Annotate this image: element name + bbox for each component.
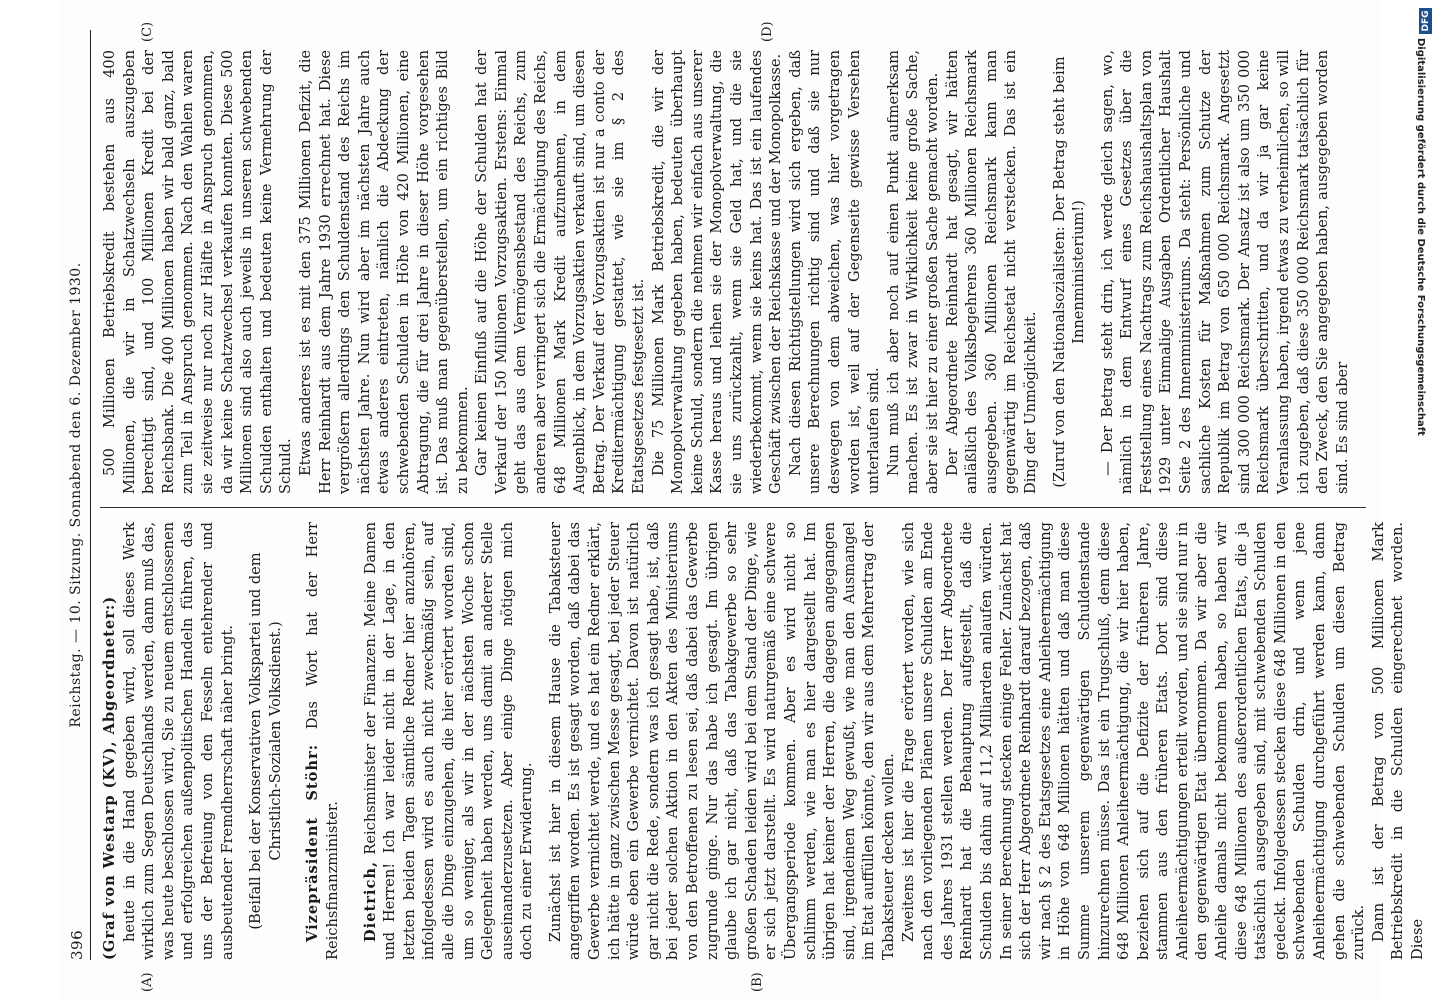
digitization-sidebar xyxy=(1415,0,1434,1000)
paragraph xyxy=(361,522,537,960)
speaker-name: (Graf von Westarp (KV), Abgeordneter:) xyxy=(101,595,118,960)
speaker-name: Dietrich, xyxy=(361,860,379,942)
paragraph-gap xyxy=(537,522,546,960)
margin-mark-b: (B) xyxy=(750,972,765,992)
paragraph-gap xyxy=(237,522,246,960)
header-title: Reichstag. — 10. Sitzung. Sonnabend den 6. Dezember 1930. xyxy=(68,262,84,728)
paragraph xyxy=(1098,50,1353,494)
margin-mark-a: (A) xyxy=(140,972,155,992)
paragraph-text: Nach diesen Richtigstellungen wird sich ergeben, daß unsere Berechnungen richtig sind und daß sie nur deswegen von dem abweichen, was hier vorgetragen worden ist, weil auf der Gegenseite gewisse Versehen unterlaufen sind. xyxy=(786,50,883,494)
paragraph-text: Die 75 Millionen Mark Betriebskredit, die wir der Monopolverwaltung gegeben haben, bedeuten überhaupt keine Schuld, sondern die nehmen wir einfach aus unserer Kasse heraus und leihen sie der Monopolverwaltung, die sie uns zurückzahlt, wenn sie Geld hat, und die sie wiederbekommt, wenn sie keins hat. Das ist ein laufendes Geschäft zwischen der Reichskasse und der Monopolkasse. xyxy=(649,50,785,494)
column-divider xyxy=(100,507,1366,508)
paragraph-text: Zunächst ist hier in diesem Hause die Tabaksteuer angegriffen worden. Es ist gesagt worden, daß dabei das Gewerbe vernichtet werde, und es hat ein Redner erklärt, ich hätte in ganz zwischen Messe gesagt, bei jeder Steuer würde eben ein Gewerbe vernichtet. Davon ist natürlich gar nicht die Rede, sondern was ich gesagt habe, ist, daß bei jeder solchen Aktion in den Akten des Ministeriums von den Betroffenen zu lesen sei, daß dabei das Gewerbe zugrunde ginge. Nur das habe ich gesagt. Im übrigen glaube ich gar nicht, daß das Tabakgewerbe so sehr großen Schaden leiden wird bei dem Stand der Dinge, wie er sich jetzt darstellt. Es wird naturgemäß eine schwere Übergangsperiode kommen. Aber es wird nicht so schlimm werden, wie man es hier dargestellt hat. Im übrigen hat keiner der Herren, die dagegen angegangen sind, irgendeinen Weg gewußt, wie man den Ausmangel im Etat auffüllen könnte, den wir aus dem Mehrertrag der Tabaksteuer decken wollen. xyxy=(546,522,897,960)
paragraph-text: (Beifall bei der Konservativen Volkspartei und dem Christlich-Sozialen Volksdienst.) xyxy=(247,552,284,930)
paragraph-gap xyxy=(285,522,294,960)
paragraph xyxy=(884,50,943,494)
paragraph xyxy=(1050,50,1089,494)
running-header xyxy=(64,30,90,960)
paragraph xyxy=(120,522,238,960)
paragraph xyxy=(649,50,786,494)
paragraph xyxy=(899,522,1369,960)
paragraph xyxy=(303,522,342,960)
paragraph-text: (Zuruf von den Nationalsozialisten: Der Betrag steht beim Innenministerium!) xyxy=(1050,56,1088,488)
paragraph-text: Das Wort hat der Herr Reichsfinanzminister. xyxy=(304,522,341,960)
paragraph xyxy=(472,50,648,494)
paragraph-text: — Der Betrag steht drin, ich werde gleich sagen, wo, nämlich in dem Entwurf eines Gesetzes über die Feststellung eines Nachtrags zum Reichshaushaltsplan von 1929 unter Einmalige Ausgaben Ordentlicher Haushalt Seite 2 des Innenministeriums. Da steht: Persönliche und sachliche Kosten für Maßnahmen zum Schutze der Republik im Betrag von 650 000 Reichsmark. Angesetzt sind 300 000 Reichsmark. Der Ansatz ist also um 350 000 Reichsmark überschritten, und da wir ja gar keine Veranlassung haben, irgend etwas zu verheimlichen, so will ich zugeben, daß diese 350 000 Reichsmark tatsächlich für den Zweck, den Sie angegeben haben, ausgegeben worden sind. Es sind aber xyxy=(1098,50,1351,494)
paragraph xyxy=(100,50,296,494)
margin-mark-c: (C) xyxy=(140,21,155,42)
paragraph xyxy=(546,522,899,960)
dfg-logo: DFG xyxy=(1419,8,1432,34)
paragraph-gap xyxy=(352,522,361,960)
speaker-name: Vizepräsident Stöhr: xyxy=(304,743,322,942)
margin-mark-d: (D) xyxy=(760,21,775,42)
paragraph-gap xyxy=(343,522,352,960)
paragraph xyxy=(296,50,472,494)
paragraph-gap xyxy=(1041,50,1050,494)
left-column xyxy=(100,522,1426,960)
paragraph xyxy=(246,522,285,960)
paragraph-text: Dann ist der Betrag von 500 Millionen Mark Betriebskredit in die Schulden eingerechnet worden. Diese xyxy=(1369,522,1426,960)
paragraph xyxy=(100,522,120,960)
paragraph-text: Etwas anderes ist es mit den 375 Millionen Defizit, die Herr Reinhardt aus dem Jahre 1930 errechnet hat. Diese vergrößern allerdings den Schuldenstand des Reichs im nächsten Jahre. Nun wird aber im nächsten Jahre auch etwas anderes eintreten, nämlich die Abdeckung der schwebenden Schulden in Höhe von 420 Millionen, eine Abtragung, die für drei Jahre in dieser Höhe vorgesehen ist. Das muß man gegenüberstellen, um ein richtiges Bild zu bekommen. xyxy=(296,50,471,494)
paragraph-text: Gar keinen Einfluß auf die Höhe der Schulden hat der Verkauf der 150 Millionen Vorzugsaktien. Erstens: Einmal geht das aus dem Vermögensbestand des Reichs, zum anderen aber verringert sich die Ermächtigung des Reichs, 648 Millionen Mark Kredit aufzunehmen, in dem Augenblick, in dem Vorzugsaktien verkauft sind, um diesen Betrag. Der Verkauf der Vorzugsaktien ist nur a conto der Kreditermächtigung gestattet, wie sie im § 2 des Etatsgesetzes festgesetzt ist. xyxy=(473,50,648,494)
paragraph xyxy=(943,50,1041,494)
paragraph xyxy=(786,50,884,494)
paragraph-text: Der Abgeordnete Reinhardt hat gesagt, wir hätten anläßlich des Volksbegehrens 360 Millionen Reichsmark ausgegeben. 360 Millionen Reichsmark kann man gegenwärtig im Reichsetat nicht verstecken. Das ist ein Ding der Unmöglichkeit. xyxy=(943,50,1039,494)
header-rule xyxy=(90,30,91,960)
paragraph-text: 500 Millionen Betriebskredit bestehen aus 400 Millionen, die wir in Schatzwechseln auszugeben berechtigt sind, und 100 Millionen Kredit bei der Reichsbank. Die 400 Millionen haben wir bald ganz, bald zum Teil in Anspruch genommen. Nach den Wahlen waren sie zeitweise nur noch zur Hälfte in Anspruch genommen, da wir keine Schatzwechsel verkaufen konnten. Diese 500 Millionen sind also auch jeweils in unseren schwebenden Schulden enthalten und bedeuten keine Vermehrung der Schuld. xyxy=(101,50,295,494)
paragraph-gap xyxy=(1089,50,1098,494)
right-column xyxy=(100,50,1366,494)
paragraph-text: Reichsminister der Finanzen: Meine Damen und Herren! Ich war leider nicht in der Lage, in den letzten beiden Tagen sämtliche Redner hier anzuhören, infolgedessen wird es auch nicht zweckmäßig sein, auf alle die Dinge einzugehen, die hier erörtert worden sind, um so weniger, als wir in der nächsten Woche schon Gelegenheit haben werden, uns damit an anderer Stelle auseinanderzusetzen. Aber einige Dinge nötigen mich doch zu einer Erwiderung. xyxy=(361,522,536,960)
paragraph-gap xyxy=(294,522,303,960)
paragraph-text: heute in die Hand gegeben wird, soll dieses Werk wirklich zum Segen Deutschlands werden, dann muß das, was heute beschlossen wird, Sie zu neuem entschlossenen und erfolgreichen außenpolitischen Handeln führen, das uns der Befreiung von den Fesseln entehrender und ausbeutender Fremdherrschaft näher bringt. xyxy=(120,522,236,960)
paragraph-text: Nun muß ich aber noch auf einen Punkt aufmerksam machen. Es ist zwar in Wirklichkeit keine große Sache, aber sie ist hier zu einer großen Sache gemacht worden. xyxy=(884,50,941,494)
paragraph-text: Zweitens ist hier die Frage erörtert worden, wie sich nach den vorliegenden Plänen unsere Schulden am Ende des Jahres 1931 stellen werden. Der Herr Abgeordnete Reinhardt hat die Behauptung aufgestellt, daß die Schulden bis dahin auf 11,2 Milliarden anlaufen würden. In seiner Berechnung stecken einige Fehler. Zunächst hat sich der Herr Abgeordnete Reinhardt darauf bezogen, daß wir nach § 2 des Etatsgesetzes eine Anleiheermächtigung in Höhe von 648 Millionen hätten und daß man diese Summe unserem gegenwärtigen Schuldenstande hinzurechnen müsse. Das ist ein Trugschluß, denn diese 648 Millionen Anleiheermächtigung, die wir hier haben, beziehen sich auf die Defizite der früheren Jahre, stammen aus den früheren Etats. Dort sind diese Anleiheermächtigungen erteilt worden, und sie sind nur in den gegenwärtigen Etat übernommen. Da wir aber die Anleihe damals nicht bekommen haben, so haben wir diese 648 Millionen des außerordentlichen Etats, die ja tatsächlich ausgegeben sind, mit schwebenden Schulden gedeckt. Infolgedessen stecken diese 648 Millionen in den schwebenden Schulden drin, und wenn jene Anleiheermächtigung durchgeführt werden kann, dann gehen die schwebenden Schulden um diesen Betrag zurück. xyxy=(899,522,1368,960)
page-number: 396 xyxy=(68,929,86,960)
digitization-credit: Digitalisierung gefördert durch die Deutsche Forschungsgemeinschaft xyxy=(1415,38,1426,436)
